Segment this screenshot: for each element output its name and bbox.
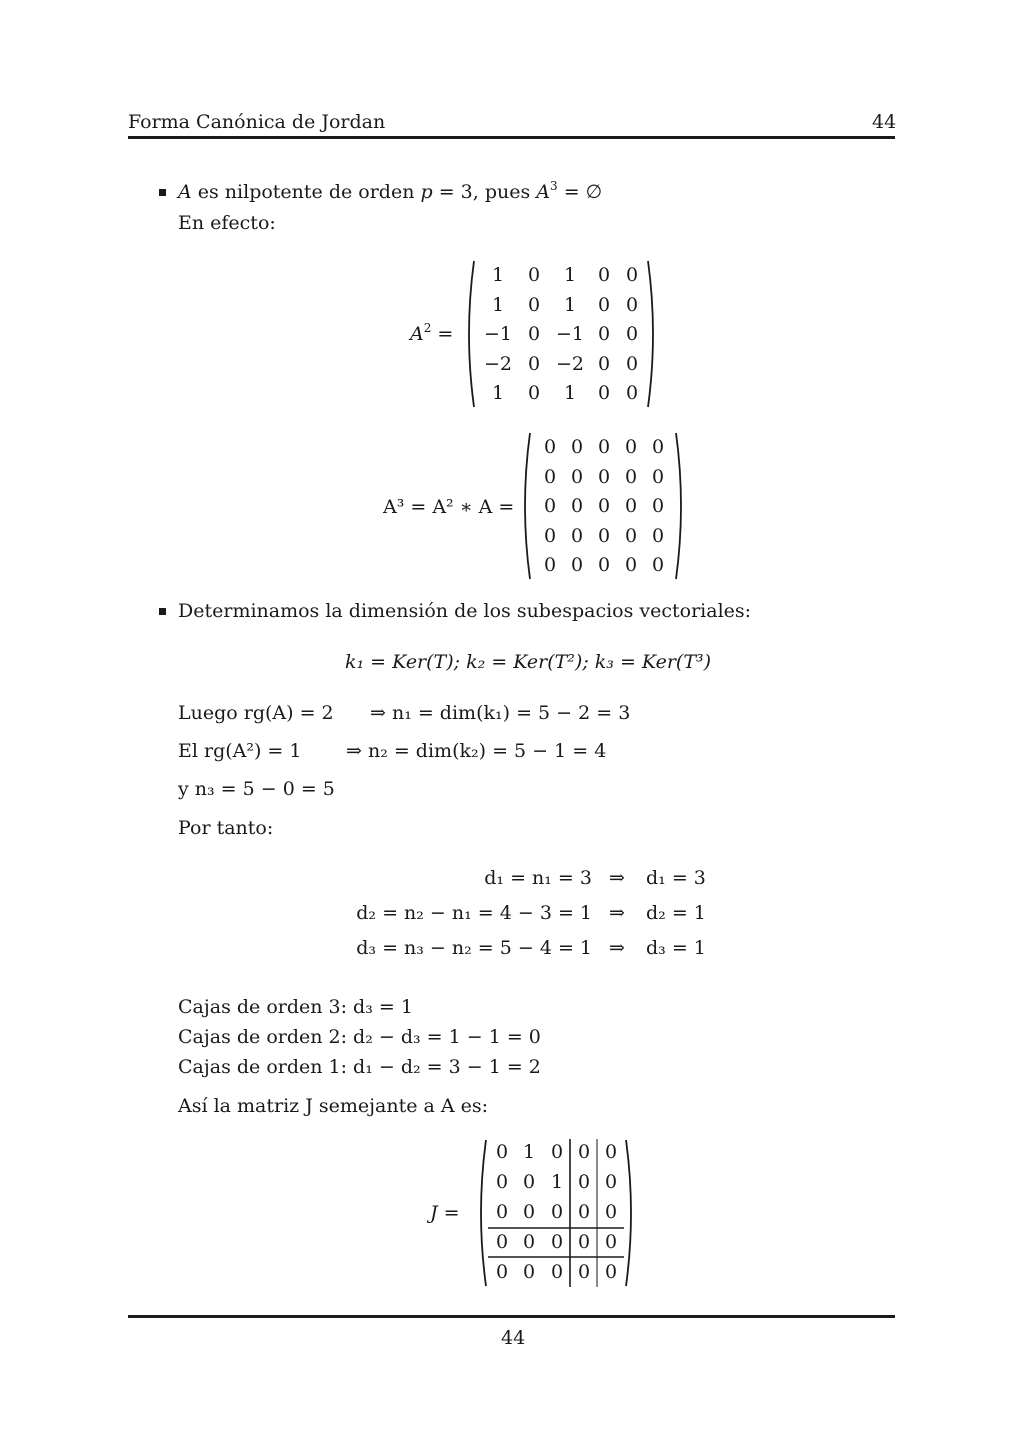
j-cell-r2-c3: 1 [550, 1171, 564, 1193]
j-cell-r5-c5: 0 [604, 1261, 618, 1283]
a3-cell-r3-c1: 0 [543, 495, 557, 517]
a3-cell-r5-c4: 0 [624, 554, 638, 576]
a2-cell-r4-c1: −2 [483, 353, 512, 375]
a2-cell-r1-c4: 0 [597, 264, 611, 286]
determinamos-text: Determinamos la dimensión de los subespacios vectoriales: [178, 600, 752, 622]
j-cell-r1-c5: 0 [604, 1141, 618, 1163]
a2-cell-r1-c1: 1 [491, 264, 505, 286]
a3-cell-r5-c2: 0 [570, 554, 584, 576]
bullet-marker-2 [159, 608, 166, 615]
d3-right: d₃ = 1 [646, 937, 706, 959]
a2-cell-r5-c3: 1 [563, 382, 577, 404]
d3-left: d₃ = n₃ − n₂ = 5 − 4 = 1 [356, 937, 592, 959]
d2-arrow: ⇒ [609, 902, 625, 924]
a2-exp: 2 [423, 321, 432, 335]
y-n3-line: y n₃ = 5 − 0 = 5 [178, 778, 335, 800]
a3-cell-r3-c3: 0 [597, 495, 611, 517]
a2-cell-r5-c5: 0 [625, 382, 639, 404]
a2-cell-r2-c3: 1 [563, 294, 577, 316]
j-cell-r2-c2: 0 [522, 1171, 536, 1193]
a2-cell-r2-c2: 0 [527, 294, 541, 316]
nilpotent-order: = 3, pues [432, 181, 537, 203]
j-cell-r1-c1: 0 [495, 1141, 509, 1163]
luego-left: Luego rg(A) = 2 [178, 702, 334, 724]
j-matrix [474, 1137, 638, 1289]
cajas-orden-2: Cajas de orden 2: d₂ − d₃ = 1 − 1 = 0 [178, 1026, 541, 1048]
j-cell-r1-c2: 1 [522, 1141, 536, 1163]
a3-cell-r5-c1: 0 [543, 554, 557, 576]
a2-cell-r4-c2: 0 [527, 353, 541, 375]
a3-cell-r3-c5: 0 [651, 495, 665, 517]
a2-cell-r3-c5: 0 [625, 323, 639, 345]
j-cell-r1-c4: 0 [577, 1141, 591, 1163]
j-cell-r4-c5: 0 [604, 1231, 618, 1253]
j-cell-r4-c3: 0 [550, 1231, 564, 1253]
a3-cell-r2-c4: 0 [624, 466, 638, 488]
j-cell-r5-c2: 0 [522, 1261, 536, 1283]
el-right: ⇒ n₂ = dim(k₂) = 5 − 1 = 4 [346, 740, 607, 762]
a2-base: A [410, 323, 424, 345]
a2-cell-r5-c1: 1 [491, 382, 505, 404]
a2-cell-r4-c3: −2 [555, 353, 584, 375]
a2-matrix [462, 258, 660, 410]
nilpotent-text: es nilpotente de orden [191, 181, 421, 203]
a3-cell-r2-c3: 0 [597, 466, 611, 488]
a3-cell-r3-c2: 0 [570, 495, 584, 517]
a2-cell-r1-c3: 1 [563, 264, 577, 286]
j-lhs: J = [430, 1202, 460, 1224]
a2-cell-r3-c3: −1 [555, 323, 584, 345]
bullet-marker-1 [159, 189, 166, 196]
por-tanto: Por tanto: [178, 817, 274, 839]
j-cell-r5-c4: 0 [577, 1261, 591, 1283]
a2-cell-r1-c2: 0 [527, 264, 541, 286]
running-header-title: Forma Canónica de Jordan [128, 111, 386, 133]
header-rule [128, 136, 895, 139]
a2-cell-r5-c2: 0 [527, 382, 541, 404]
a3-cell-r4-c3: 0 [597, 525, 611, 547]
a3-cell-r1-c2: 0 [570, 436, 584, 458]
j-cell-r4-c4: 0 [577, 1231, 591, 1253]
a2-cell-r3-c1: −1 [483, 323, 512, 345]
j-cell-r5-c1: 0 [495, 1261, 509, 1283]
j-cell-r5-c3: 0 [550, 1261, 564, 1283]
a3-rest: = ∅ [557, 181, 603, 203]
j-cell-r3-c4: 0 [577, 1201, 591, 1223]
a3-cell-r3-c4: 0 [624, 495, 638, 517]
el-left: El rg(A²) = 1 [178, 740, 302, 762]
j-cell-r1-c3: 0 [550, 1141, 564, 1163]
a3-exp: 3 [550, 179, 558, 193]
d2-right: d₂ = 1 [646, 902, 706, 924]
a3-cell-r5-c5: 0 [651, 554, 665, 576]
j-cell-r4-c2: 0 [522, 1231, 536, 1253]
a2-cell-r4-c4: 0 [597, 353, 611, 375]
d1-left: d₁ = n₁ = 3 [484, 867, 592, 889]
d3-arrow: ⇒ [609, 937, 625, 959]
footer-page-number: 44 [501, 1327, 526, 1349]
luego-right: ⇒ n₁ = dim(k₁) = 5 − 2 = 3 [370, 702, 631, 724]
a2-eq: = [431, 323, 454, 345]
a2-cell-r2-c5: 0 [625, 294, 639, 316]
cajas-orden-1: Cajas de orden 1: d₁ − d₂ = 3 − 1 = 2 [178, 1056, 541, 1078]
a3-cell-r1-c5: 0 [651, 436, 665, 458]
a3-cell-r1-c3: 0 [597, 436, 611, 458]
d2-left: d₂ = n₂ − n₁ = 4 − 3 = 1 [356, 902, 592, 924]
d1-right: d₁ = 3 [646, 867, 706, 889]
a2-cell-r3-c2: 0 [527, 323, 541, 345]
j-cell-r3-c1: 0 [495, 1201, 509, 1223]
j-cell-r4-c1: 0 [495, 1231, 509, 1253]
j-cell-r3-c3: 0 [550, 1201, 564, 1223]
a3-cell-r4-c4: 0 [624, 525, 638, 547]
a3-cell-r2-c1: 0 [543, 466, 557, 488]
a3-matrix [518, 430, 688, 582]
a2-cell-r3-c4: 0 [597, 323, 611, 345]
asi-text: Así la matriz J semejante a A es: [178, 1095, 489, 1117]
en-efecto: En efecto: [178, 212, 276, 234]
j-cell-r2-c4: 0 [577, 1171, 591, 1193]
a3-cell-r4-c5: 0 [651, 525, 665, 547]
footer-rule [128, 1315, 895, 1318]
a2-cell-r2-c1: 1 [491, 294, 505, 316]
a3-cell-r2-c5: 0 [651, 466, 665, 488]
a3-cell-r4-c1: 0 [543, 525, 557, 547]
d1-arrow: ⇒ [609, 867, 625, 889]
a3-cell-r4-c2: 0 [570, 525, 584, 547]
running-header-page: 44 [872, 111, 897, 133]
var-a: A [178, 181, 192, 203]
kernels-equation: k₁ = Ker(T); k₂ = Ker(T²); k₃ = Ker(T³) [345, 651, 712, 673]
a2-cell-r5-c4: 0 [597, 382, 611, 404]
a3-cell-r2-c2: 0 [570, 466, 584, 488]
a2-cell-r1-c5: 0 [625, 264, 639, 286]
a2-lhs [410, 323, 453, 345]
a3-lhs: A³ = A² ∗ A = [383, 496, 515, 518]
var-p: p [420, 181, 433, 203]
a2-cell-r2-c4: 0 [597, 294, 611, 316]
j-cell-r3-c2: 0 [522, 1201, 536, 1223]
a2-cell-r4-c5: 0 [625, 353, 639, 375]
j-cell-r3-c5: 0 [604, 1201, 618, 1223]
j-cell-r2-c5: 0 [604, 1171, 618, 1193]
a3-cell-r1-c4: 0 [624, 436, 638, 458]
cajas-orden-3: Cajas de orden 3: d₃ = 1 [178, 996, 413, 1018]
a3-base: A [536, 181, 551, 203]
nilpotent-statement [178, 181, 602, 203]
j-cell-r2-c1: 0 [495, 1171, 509, 1193]
a3-cell-r1-c1: 0 [543, 436, 557, 458]
a3-cell-r5-c3: 0 [597, 554, 611, 576]
